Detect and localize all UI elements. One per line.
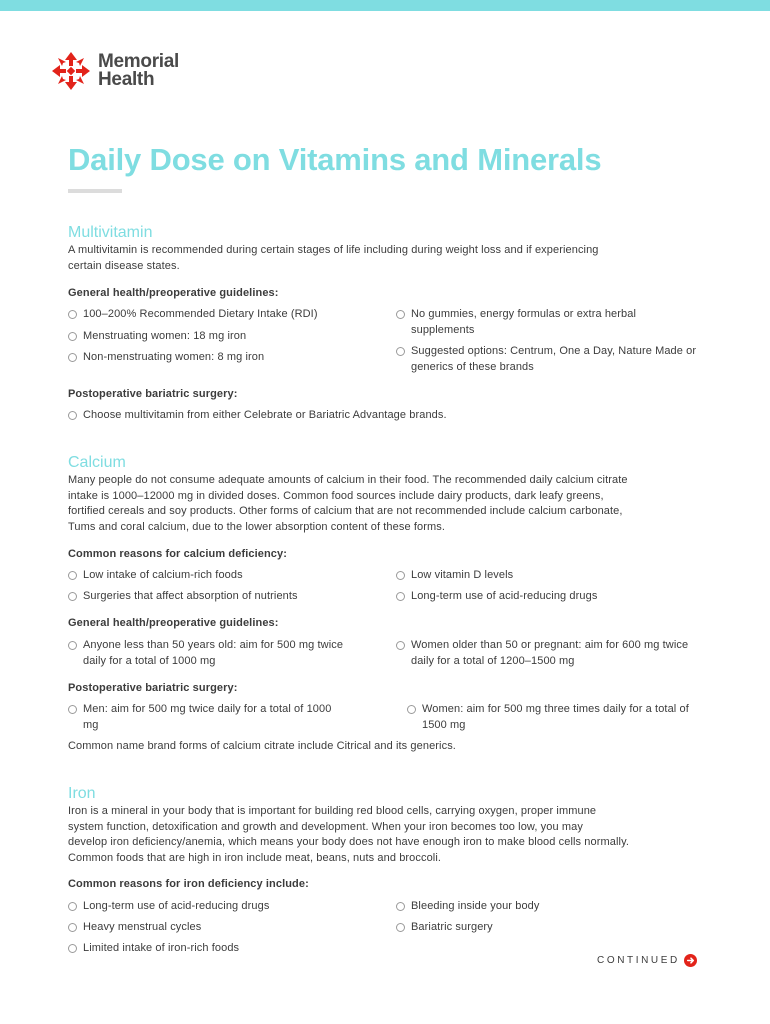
continued-link[interactable]	[597, 954, 697, 967]
bullet-circle-icon	[68, 332, 77, 341]
bullet-circle-icon	[68, 902, 77, 911]
multivitamin-general-heading: General health/preoperative guidelines:	[68, 287, 279, 299]
logo-line-2: Health	[98, 69, 155, 90]
list-item: 100–200% Recommended Dietary Intake (RDI)	[68, 307, 378, 323]
list-item: Bleeding inside your body	[396, 899, 710, 915]
list-item: Limited intake of iron-rich foods	[68, 941, 378, 957]
bullet-circle-icon	[396, 571, 405, 580]
list-item: No gummies, energy formulas or extra herbal supplements	[396, 307, 710, 338]
calcium-intro-line-4: Tums and coral calcium, due to the lower absorption content of these forms.	[68, 520, 445, 533]
list-item: Anyone less than 50 years old: aim for 500 mg twice daily for a total of 1000 mg	[68, 638, 378, 669]
calcium-general-heading: General health/preoperative guidelines:	[68, 617, 279, 629]
iron-heading: Iron	[68, 785, 96, 802]
bullet-circle-icon	[68, 571, 77, 580]
iron-intro-line-1: Iron is a mineral in your body that is important for building red blood cells, carrying oxygen, proper immune	[68, 805, 597, 817]
calcium-intro-line-1: Many people do not consume adequate amounts of calcium in their food. The recommended daily calcium citrate	[68, 474, 628, 486]
list-item: Suggested options: Centrum, One a Day, Nature Made or generics of these brands	[396, 344, 710, 375]
calcium-reasons-heading: Common reasons for calcium deficiency:	[68, 548, 287, 560]
arrow-right-circle-icon	[684, 954, 697, 967]
multivitamin-intro-line-2: certain disease states.	[68, 259, 180, 272]
calcium-postop-heading: Postoperative bariatric surgery:	[68, 682, 238, 694]
list-item: Women: aim for 500 mg three times daily for a total of 1500 mg	[407, 702, 710, 733]
iron-intro-line-4: Common foods that are high in iron include meat, beans, nuts and broccoli.	[68, 851, 442, 864]
multivitamin-heading: Multivitamin	[68, 224, 153, 241]
memorial-health-logo	[50, 50, 179, 92]
bullet-circle-icon	[396, 923, 405, 932]
bullet-circle-icon	[396, 347, 405, 356]
bullet-circle-icon	[68, 641, 77, 650]
bullet-circle-icon	[68, 944, 77, 953]
list-item: Heavy menstrual cycles	[68, 920, 378, 936]
list-item: Low intake of calcium-rich foods	[68, 568, 378, 584]
calcium-brand-note: Common name brand forms of calcium citrate include Citrical and its generics.	[68, 740, 456, 752]
logo-wordmark	[98, 53, 179, 89]
list-item: Women older than 50 or pregnant: aim for 600 mg twice daily for a total of 1200–1500 mg	[396, 638, 710, 669]
iron-reasons-heading: Common reasons for iron deficiency include:	[68, 878, 309, 890]
logo-line-1: Memorial	[98, 51, 180, 72]
calcium-intro-line-2: intake is 1000–12000 mg in divided doses. Common food sources include dairy products, dark leafy greens,	[68, 489, 604, 502]
iron-intro	[68, 804, 708, 866]
multivitamin-intro	[68, 243, 708, 274]
bullet-circle-icon	[407, 705, 416, 714]
iron-intro-line-2: system function, detoxification and growth and development. When your iron becomes too low, you may	[68, 820, 583, 833]
calcium-intro	[68, 473, 708, 535]
list-item: Choose multivitamin from either Celebrate or Bariatric Advantage brands.	[68, 408, 708, 424]
bullet-circle-icon	[68, 411, 77, 420]
list-item: Low vitamin D levels	[396, 568, 710, 584]
multivitamin-intro-line-1: A multivitamin is recommended during certain stages of life including during weight loss and if experiencing	[68, 244, 599, 256]
iron-intro-line-3: develop iron deficiency/anemia, which means your body does not have enough iron to make blood cells normally.	[68, 836, 630, 848]
list-item: Surgeries that affect absorption of nutrients	[68, 589, 378, 605]
page-title: Daily Dose on Vitamins and Minerals	[68, 142, 602, 177]
continued-label: CONTINUED	[597, 955, 680, 966]
list-item: Men: aim for 500 mg twice daily for a total of 1000 mg	[68, 702, 378, 733]
list-item: Menstruating women: 18 mg iron	[68, 329, 378, 345]
calcium-intro-line-3: fortified cereals and soy products. Other forms of calcium that are not recommended include calcium carbonate,	[68, 505, 623, 517]
bullet-circle-icon	[68, 705, 77, 714]
title-divider	[68, 189, 122, 193]
memorial-health-logo-icon	[50, 50, 92, 92]
top-accent-bar	[0, 0, 770, 11]
multivitamin-postop-heading: Postoperative bariatric surgery:	[68, 388, 238, 400]
list-item: Long-term use of acid-reducing drugs	[68, 899, 378, 915]
bullet-circle-icon	[68, 592, 77, 601]
bullet-circle-icon	[68, 310, 77, 319]
bullet-circle-icon	[68, 353, 77, 362]
list-item: Long-term use of acid-reducing drugs	[396, 589, 710, 605]
bullet-circle-icon	[68, 923, 77, 932]
list-item: Bariatric surgery	[396, 920, 710, 936]
bullet-circle-icon	[396, 641, 405, 650]
bullet-circle-icon	[396, 902, 405, 911]
bullet-circle-icon	[396, 592, 405, 601]
list-item: Non-menstruating women: 8 mg iron	[68, 350, 378, 366]
calcium-heading: Calcium	[68, 454, 126, 471]
bullet-circle-icon	[396, 310, 405, 319]
